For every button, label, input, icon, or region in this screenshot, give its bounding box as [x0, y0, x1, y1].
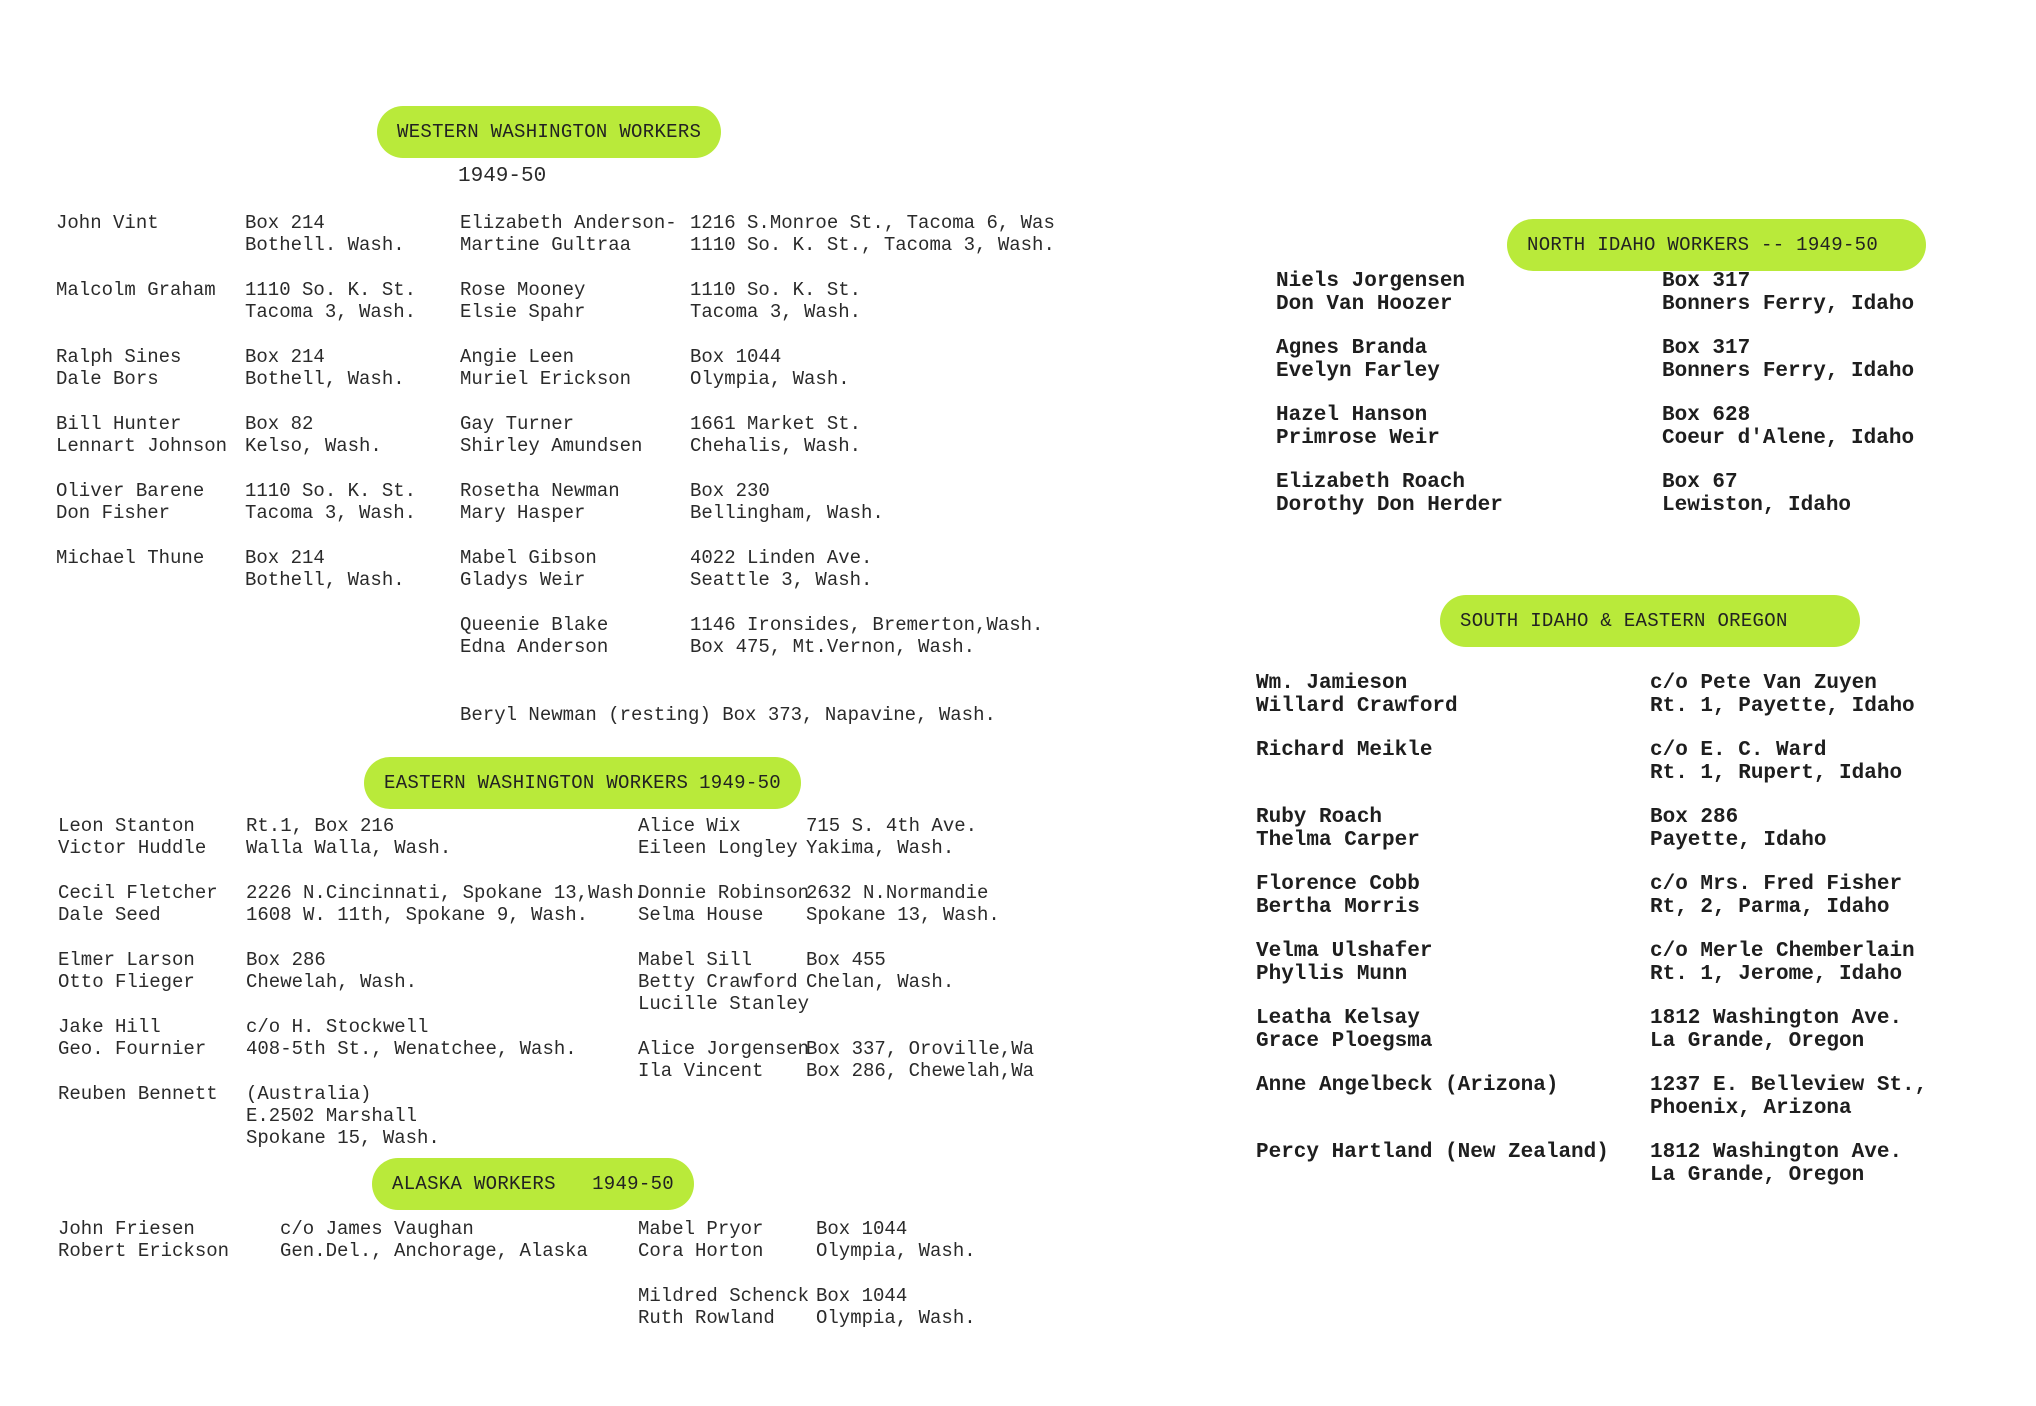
worker-name: Jake Hill: [58, 1016, 161, 1038]
worker-name: Martine Gultraa: [460, 234, 632, 256]
address-line: 2226 N.Cincinnati, Spokane 13,Wash.: [246, 882, 646, 904]
address-line: Box 455: [806, 949, 886, 971]
entry-address: [1650, 1074, 1927, 1120]
worker-name: Angie Leen: [460, 346, 575, 368]
worker-name: Primrose Weir: [1276, 427, 1440, 450]
entry-address: [245, 279, 416, 323]
worker-name: Gladys Weir: [460, 569, 586, 591]
entry-address: [690, 279, 861, 323]
entry-names: [56, 212, 159, 234]
eastern-washington-heading: [364, 757, 801, 809]
address-line: 4022 Linden Ave.: [690, 547, 873, 569]
entry-address: [690, 547, 872, 591]
worker-name: Eileen Longley: [638, 837, 798, 859]
worker-name: Florence Cobb: [1256, 873, 1420, 896]
worker-name: Elsie Spahr: [460, 301, 586, 323]
entry-address: [806, 815, 977, 859]
address-line: Olympia, Wash.: [690, 368, 850, 390]
worker-name: Ruby Roach: [1256, 806, 1383, 829]
entry-address: [246, 882, 645, 926]
address-line: Bellingham, Wash.: [690, 502, 884, 524]
address-line: Bothell. Wash.: [245, 234, 405, 256]
address-line: 1110 So. K. St.: [245, 279, 417, 301]
worker-name: Mary Hasper: [460, 502, 586, 524]
address-line: Box 230: [690, 480, 770, 502]
entry-address: [1662, 471, 1851, 517]
south-idaho-heading: [1440, 595, 1860, 647]
address-line: Chewelah, Wash.: [246, 971, 418, 993]
address-line: 1812 Washington Ave.: [1650, 1141, 1903, 1164]
worker-name: Alice Wix: [638, 815, 741, 837]
worker-name: Alice Jorgensen: [638, 1038, 810, 1060]
address-line: Kelso, Wash.: [245, 435, 382, 457]
address-line: Tacoma 3, Wash.: [245, 301, 417, 323]
worker-name: Shirley Amundsen: [460, 435, 643, 457]
address-line: Lewiston, Idaho: [1662, 494, 1852, 517]
address-line: 1146 Ironsides, Bremerton,Wash.: [690, 614, 1044, 636]
address-line: Box 82: [245, 413, 314, 435]
worker-name: Cecil Fletcher: [58, 882, 218, 904]
address-line: c/o James Vaughan: [280, 1218, 474, 1240]
entry-address: [816, 1218, 976, 1262]
worker-name: Mabel Gibson: [460, 547, 597, 569]
entry-address: [690, 614, 1043, 658]
entry-names: [56, 413, 227, 457]
address-line: Box 214: [245, 547, 325, 569]
address-line: c/o H. Stockwell: [246, 1016, 429, 1038]
alaska-heading: [372, 1158, 694, 1210]
worker-name: Evelyn Farley: [1276, 360, 1440, 383]
entry-address: [1662, 270, 1914, 316]
worker-name: Lennart Johnson: [56, 435, 228, 457]
worker-name: Mildred Schenck: [638, 1285, 810, 1307]
entry-address: [1662, 337, 1914, 383]
address-line: 1608 W. 11th, Spokane 9, Wash.: [246, 904, 589, 926]
worker-name: Dale Bors: [56, 368, 159, 390]
address-line: Tacoma 3, Wash.: [690, 301, 862, 323]
worker-name: Anne Angelbeck (Arizona): [1256, 1074, 1559, 1097]
entry-names: [58, 949, 195, 993]
entry-address: [246, 1083, 440, 1149]
address-line: 1237 E. Belleview St.,: [1650, 1074, 1928, 1097]
western-washington-note: Beryl Newman (resting) Box 373, Napavine, Wash.: [460, 704, 996, 726]
entry-names: [460, 614, 608, 658]
address-line: Bonners Ferry, Idaho: [1662, 293, 1915, 316]
entry-address: [1650, 940, 1915, 986]
address-line: Box 317: [1662, 270, 1751, 293]
entry-address: [245, 480, 416, 524]
address-line: 1812 Washington Ave.: [1650, 1007, 1903, 1030]
entry-names: [460, 279, 585, 323]
worker-name: Ruth Rowland: [638, 1307, 775, 1329]
worker-name: Don Van Hoozer: [1276, 293, 1453, 316]
address-line: La Grande, Oregon: [1650, 1164, 1865, 1187]
entry-names: [638, 1038, 809, 1082]
worker-name: Willard Crawford: [1256, 695, 1458, 718]
worker-name: Robert Erickson: [58, 1240, 230, 1262]
worker-name: Donnie Robinson: [638, 882, 810, 904]
address-line: Box 1044: [690, 346, 782, 368]
address-line: c/o Mrs. Fred Fisher: [1650, 873, 1903, 896]
address-line: Box 475, Mt.Vernon, Wash.: [690, 636, 976, 658]
entry-names: [460, 547, 597, 591]
worker-name: Ila Vincent: [638, 1060, 764, 1082]
entry-names: [56, 547, 204, 569]
worker-name: Leon Stanton: [58, 815, 195, 837]
entry-address: [806, 949, 954, 993]
worker-name: Queenie Blake: [460, 614, 609, 636]
entry-names: [56, 279, 216, 301]
entry-names: [1256, 1007, 1432, 1053]
worker-name: Gay Turner: [460, 413, 575, 435]
address-line: Coeur d'Alene, Idaho: [1662, 427, 1915, 450]
address-line: Box 337, Oroville,Wa: [806, 1038, 1035, 1060]
worker-name: Victor Huddle: [58, 837, 207, 859]
north-idaho-title: NORTH IDAHO WORKERS -- 1949-50: [1527, 234, 1879, 256]
address-line: Bonners Ferry, Idaho: [1662, 360, 1915, 383]
worker-name: Mabel Pryor: [638, 1218, 764, 1240]
address-line: c/o Merle Chemberlain: [1650, 940, 1915, 963]
worker-name: Thelma Carper: [1256, 829, 1420, 852]
worker-name: Percy Hartland (New Zealand): [1256, 1141, 1609, 1164]
address-line: Box 628: [1662, 404, 1751, 427]
worker-name: Geo. Fournier: [58, 1038, 207, 1060]
entry-address: [245, 346, 405, 390]
address-line: Tacoma 3, Wash.: [245, 502, 417, 524]
entry-address: [690, 212, 1055, 256]
address-line: Box 214: [245, 212, 325, 234]
address-line: 715 S. 4th Ave.: [806, 815, 978, 837]
entry-names: [638, 1218, 763, 1262]
worker-name: Rose Mooney: [460, 279, 586, 301]
worker-name: Muriel Erickson: [460, 368, 632, 390]
entry-address: [690, 346, 850, 390]
address-line: (Australia): [246, 1083, 372, 1105]
entry-names: [1256, 739, 1432, 762]
entry-names: [58, 1218, 229, 1262]
address-line: Rt. 1, Jerome, Idaho: [1650, 963, 1903, 986]
entry-address: [1650, 873, 1902, 919]
entry-address: [690, 480, 884, 524]
worker-name: Malcolm Graham: [56, 279, 216, 301]
entry-address: [1650, 1007, 1902, 1053]
worker-name: Hazel Hanson: [1276, 404, 1428, 427]
entry-names: [1256, 672, 1458, 718]
north-idaho-heading: [1507, 219, 1926, 271]
entry-names: [638, 882, 809, 926]
entry-names: [58, 882, 218, 926]
address-line: c/o E. C. Ward: [1650, 739, 1827, 762]
worker-name: Selma House: [638, 904, 764, 926]
worker-name: Elizabeth Anderson-: [460, 212, 677, 234]
address-line: 1661 Market St.: [690, 413, 862, 435]
address-line: Yakima, Wash.: [806, 837, 955, 859]
entry-names: [460, 480, 620, 524]
alaska-title: ALASKA WORKERS: [392, 1173, 556, 1195]
entry-names: [1256, 806, 1420, 852]
worker-name: Oliver Barene: [56, 480, 205, 502]
address-line: Rt.1, Box 216: [246, 815, 395, 837]
address-line: Olympia, Wash.: [816, 1307, 976, 1329]
entry-address: [1650, 806, 1826, 852]
address-line: Rt, 2, Parma, Idaho: [1650, 896, 1890, 919]
worker-name: Don Fisher: [56, 502, 171, 524]
address-line: Seattle 3, Wash.: [690, 569, 873, 591]
entry-names: [56, 346, 181, 390]
address-line: Bothell, Wash.: [245, 569, 405, 591]
entry-names: [1256, 940, 1432, 986]
western-washington-title: WESTERN WASHINGTON WORKERS: [397, 121, 702, 143]
worker-name: Cora Horton: [638, 1240, 764, 1262]
eastern-washington-year: 1949-50: [699, 772, 781, 794]
entry-names: [460, 346, 631, 390]
address-line: La Grande, Oregon: [1650, 1030, 1865, 1053]
address-line: Spokane 13, Wash.: [806, 904, 1000, 926]
entry-names: [1256, 1141, 1609, 1164]
entry-names: [1276, 471, 1503, 517]
address-line: Rt. 1, Rupert, Idaho: [1650, 762, 1903, 785]
address-line: Box 1044: [816, 1285, 908, 1307]
address-line: 1216 S.Monroe St., Tacoma 6, Was: [690, 212, 1055, 234]
address-line: 1110 So. K. St.: [690, 279, 862, 301]
worker-name: Lucille Stanley: [638, 993, 810, 1015]
worker-name: John Vint: [56, 212, 159, 234]
address-line: c/o Pete Van Zuyen: [1650, 672, 1877, 695]
address-line: Box 67: [1662, 471, 1738, 494]
address-line: Phoenix, Arizona: [1650, 1097, 1852, 1120]
entry-names: [1276, 270, 1465, 316]
entry-address: [1650, 672, 1915, 718]
worker-name: Bill Hunter: [56, 413, 182, 435]
address-line: Box 286, Chewelah,Wa: [806, 1060, 1035, 1082]
address-line: Box 214: [245, 346, 325, 368]
entry-address: [245, 547, 405, 591]
worker-name: Ralph Sines: [56, 346, 182, 368]
worker-name: Niels Jorgensen: [1276, 270, 1466, 293]
worker-name: Betty Crawford: [638, 971, 798, 993]
address-line: Chehalis, Wash.: [690, 435, 862, 457]
entry-names: [638, 1285, 809, 1329]
entry-address: [246, 949, 417, 993]
address-line: 1110 So. K. St.: [245, 480, 417, 502]
entry-names: [58, 1083, 218, 1105]
entry-address: [246, 1016, 577, 1060]
right-page: [1230, 0, 2036, 1406]
entry-names: [58, 815, 206, 859]
entry-names: [56, 480, 204, 524]
entry-address: [690, 413, 861, 457]
address-line: Box 286: [1650, 806, 1739, 829]
entry-address: [245, 212, 405, 256]
entry-address: [816, 1285, 976, 1329]
address-line: Box 317: [1662, 337, 1751, 360]
address-line: Olympia, Wash.: [816, 1240, 976, 1262]
entry-names: [1276, 337, 1440, 383]
entry-names: [460, 413, 642, 457]
entry-address: [280, 1218, 588, 1262]
entry-names: [1276, 404, 1440, 450]
worker-name: Rosetha Newman: [460, 480, 620, 502]
western-washington-heading: [377, 106, 721, 158]
address-line: Spokane 15, Wash.: [246, 1127, 440, 1149]
address-line: 408-5th St., Wenatchee, Wash.: [246, 1038, 577, 1060]
alaska-year: 1949-50: [592, 1173, 674, 1195]
worker-name: Leatha Kelsay: [1256, 1007, 1420, 1030]
entry-names: [58, 1016, 206, 1060]
entry-address: [1650, 1141, 1902, 1187]
worker-name: Edna Anderson: [460, 636, 609, 658]
western-washington-year: 1949-50: [458, 165, 547, 188]
worker-name: John Friesen: [58, 1218, 195, 1240]
address-line: Payette, Idaho: [1650, 829, 1827, 852]
worker-name: Bertha Morris: [1256, 896, 1420, 919]
worker-name: Otto Flieger: [58, 971, 195, 993]
entry-address: [246, 815, 451, 859]
worker-name: Elmer Larson: [58, 949, 195, 971]
worker-name: Velma Ulshafer: [1256, 940, 1433, 963]
entry-names: [638, 815, 798, 859]
worker-name: Elizabeth Roach: [1276, 471, 1466, 494]
entry-names: [1256, 1074, 1558, 1097]
address-line: 1110 So. K. St., Tacoma 3, Wash.: [690, 234, 1055, 256]
entry-names: [1256, 873, 1420, 919]
worker-name: Dorothy Don Herder: [1276, 494, 1503, 517]
address-line: Chelan, Wash.: [806, 971, 955, 993]
address-line: Walla Walla, Wash.: [246, 837, 452, 859]
south-idaho-title: SOUTH IDAHO & EASTERN OREGON: [1460, 610, 1788, 632]
address-line: 2632 N.Normandie: [806, 882, 989, 904]
entry-address: [245, 413, 382, 457]
entry-address: [806, 1038, 1034, 1082]
worker-name: Mabel Sill: [638, 949, 753, 971]
entry-address: [1650, 739, 1902, 785]
entry-names: [460, 212, 677, 256]
entry-names: [638, 949, 809, 1015]
entry-address: [806, 882, 1000, 926]
worker-name: Richard Meikle: [1256, 739, 1433, 762]
address-line: Box 286: [246, 949, 326, 971]
worker-name: Phyllis Munn: [1256, 963, 1408, 986]
eastern-washington-title: EASTERN WASHINGTON WORKERS: [384, 772, 689, 794]
address-line: Bothell, Wash.: [245, 368, 405, 390]
worker-name: Wm. Jamieson: [1256, 672, 1408, 695]
worker-name: Agnes Branda: [1276, 337, 1428, 360]
entry-address: [1662, 404, 1914, 450]
address-line: E.2502 Marshall: [246, 1105, 418, 1127]
worker-name: Reuben Bennett: [58, 1083, 218, 1105]
worker-name: Dale Seed: [58, 904, 161, 926]
worker-name: Grace Ploegsma: [1256, 1030, 1433, 1053]
address-line: Box 1044: [816, 1218, 908, 1240]
address-line: Rt. 1, Payette, Idaho: [1650, 695, 1915, 718]
address-line: Gen.Del., Anchorage, Alaska: [280, 1240, 588, 1262]
worker-name: Michael Thune: [56, 547, 205, 569]
